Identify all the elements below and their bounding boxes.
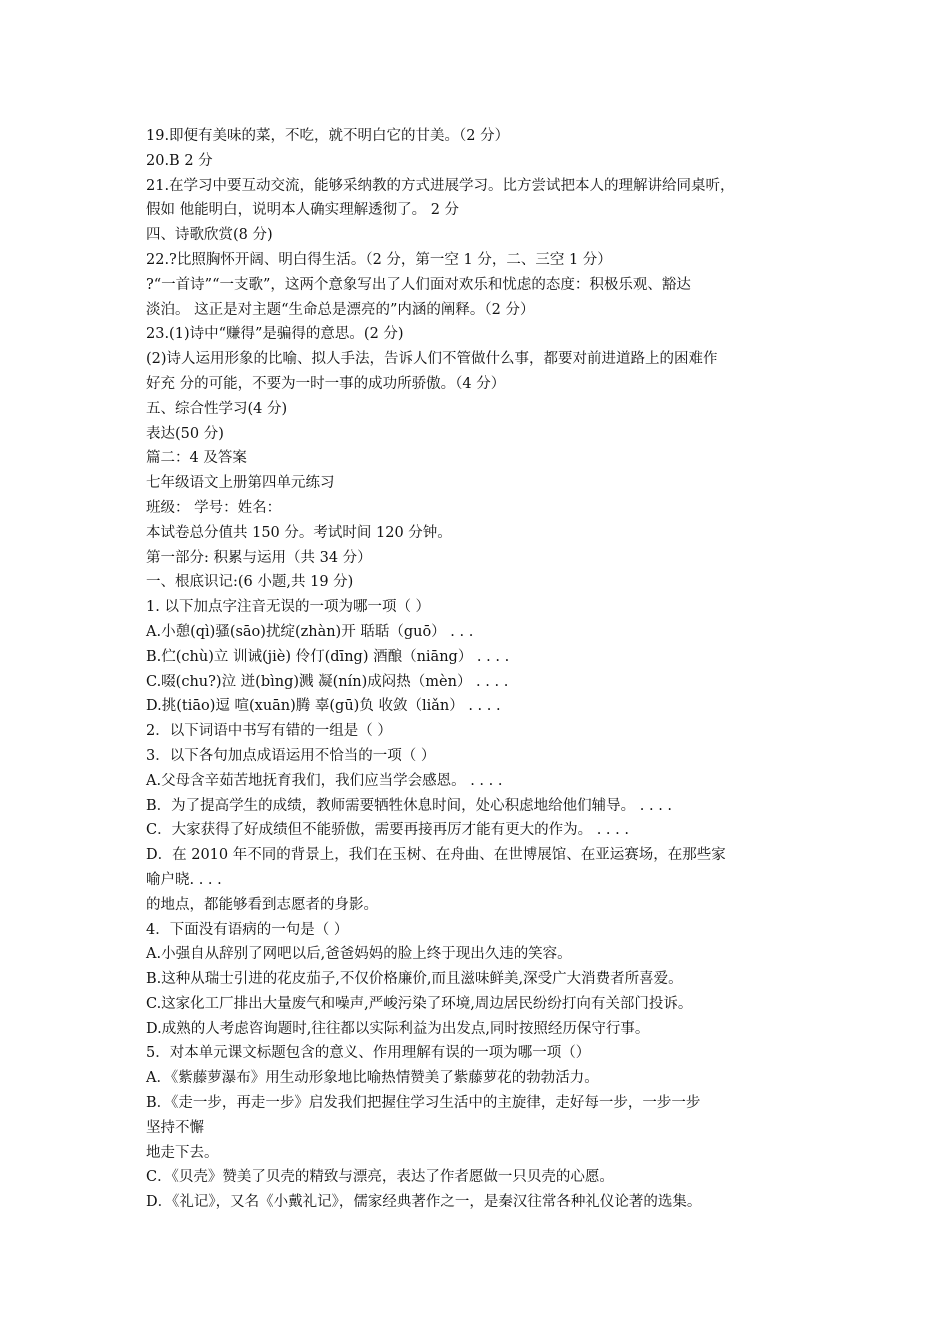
- document-body: [146, 124, 826, 1215]
- text-line: 21.在学习中要互动交流，能够采纳教的方式进展学习。比方尝试把本人的理解讲给同桌听，: [146, 177, 735, 194]
- question-line: 4．下面没有语病的一句是（ ）: [146, 921, 349, 938]
- question-line: 5．对本单元课文标题包含的意义、作用理解有误的一项为哪一项（）: [146, 1045, 591, 1062]
- option-line: B.伫(chù)立 训诫(jiè) 伶仃(dīng) 酒酿（niāng） . . . .: [146, 648, 510, 665]
- text-line: 篇二：4 及答案: [146, 450, 247, 467]
- text-line: 19.即便有美味的菜，不吃，就不明白它的甘美。（2 分）: [146, 128, 510, 144]
- text-line: 假如 他能明白，说明本人确实理解透彻了。 2 分: [146, 202, 460, 219]
- option-line: A.小强自从辞别了网吧以后,爸爸妈妈的脸上终于现出久违的笑容。: [146, 946, 572, 963]
- text-line: 坚持不懈: [146, 1119, 204, 1136]
- section-heading: 五、综合性学习(4 分): [146, 400, 288, 417]
- question-line: 1. 以下加点字注音无误的一项为哪一项（ ）: [146, 599, 431, 616]
- option-line: C．《贝壳》赞美了贝壳的精致与漂亮，表达了作者愿做一只贝壳的心愿。: [146, 1169, 614, 1186]
- option-line: D.成熟的人考虑咨询题时,往往都以实际利益为出发点,同时按照经历保守行事。: [146, 1020, 650, 1037]
- option-line: C．大家获得了好成绩但不能骄傲，需要再接再厉才能有更大的作为。 . . . .: [146, 822, 629, 839]
- option-line: D.挑(tiāo)逗 喧(xuān)腾 辜(gū)负 收敛（liǎn） . . . .: [146, 698, 501, 715]
- text-line: 地走下去。: [146, 1144, 219, 1161]
- question-line: 3．以下各句加点成语运用不恰当的一项（ ）: [146, 747, 436, 764]
- option-line: A．《紫藤萝瀑布》用生动形象地比喻热情赞美了紫藤萝花的勃勃活力。: [146, 1070, 599, 1087]
- section-heading: 四、诗歌欣赏(8 分): [146, 227, 273, 244]
- option-line: B．为了提高学生的成绩，教师需要牺牲休息时间，处心积虑地给他们辅导。 . . . .: [146, 797, 673, 814]
- option-line: B.这种从瑞士引进的花皮茄子,不仅价格廉价,而且滋味鲜美,深受广大消费者所喜爱。: [146, 971, 683, 988]
- text-line: 班级： 学号：姓名：: [146, 499, 282, 516]
- text-line: (2)诗人运用形象的比喻、拟人手法，告诉人们不管做什么事，都要对前进道路上的困难作: [146, 351, 718, 368]
- option-line: C.这家化工厂排出大量废气和噪声,严峻污染了环境,周边居民纷纷打向有关部门投诉。: [146, 995, 693, 1012]
- text-line: 本试卷总分值共 150 分。考试时间 120 分钟。: [146, 524, 452, 541]
- text-line: 22.?比照胸怀开阔、明白得生活。（2 分，第一空 1 分，二、三空 1 分）: [146, 251, 612, 268]
- text-line: ?“一首诗”“一支歌”，这两个意象写出了人们面对欢乐和忧虑的态度：积极乐观、豁达: [146, 276, 691, 293]
- document-title: 七年级语文上册第四单元练习: [146, 475, 335, 492]
- section-heading: 一、根底识记:(6 小题,共 19 分): [146, 574, 354, 591]
- option-line: D．在 2010 年不同的背景上，我们在玉树、在舟曲、在世博展馆、在亚运赛场，在那些家: [146, 847, 726, 864]
- text-line: 20.B 2 分: [146, 152, 213, 169]
- text-line: 23.(1)诗中“赚得”是骗得的意思。(2 分): [146, 326, 404, 343]
- text-line: 的地点，都能够看到志愿者的身影。: [146, 896, 378, 913]
- option-line: C.啜(chu?)泣 迸(bìng)溅 凝(nín)成闷热（mèn） . . . .: [146, 673, 509, 690]
- option-line: D．《礼记》，又名《小戴礼记》，儒家经典著作之一，是秦汉往常各种礼仪论著的选集。: [146, 1194, 702, 1211]
- section-heading: 第一部分: 积累与运用（共 34 分）: [146, 549, 372, 566]
- option-line: A.父母含辛茹苦地抚育我们，我们应当学会感恩。 . . . .: [146, 772, 503, 789]
- option-line: B．《走一步，再走一步》启发我们把握住学习生活中的主旋律，走好每一步，一步一步: [146, 1095, 701, 1112]
- question-line: 2．以下词语中书写有错的一组是（ ）: [146, 723, 392, 740]
- option-line: A.小憩(qì)骚(sāo)扰绽(zhàn)开 聒聒（guō） . . .: [146, 623, 474, 640]
- text-line: 好充 分的可能，不要为一时一事的成功所骄傲。（4 分）: [146, 375, 506, 392]
- text-line: 淡泊。 这正是对主题“生命总是漂亮的”内涵的阐释。（2 分）: [146, 301, 535, 318]
- section-heading: 表达(50 分): [146, 425, 224, 442]
- text-line: 喻户晓. . . .: [146, 871, 222, 888]
